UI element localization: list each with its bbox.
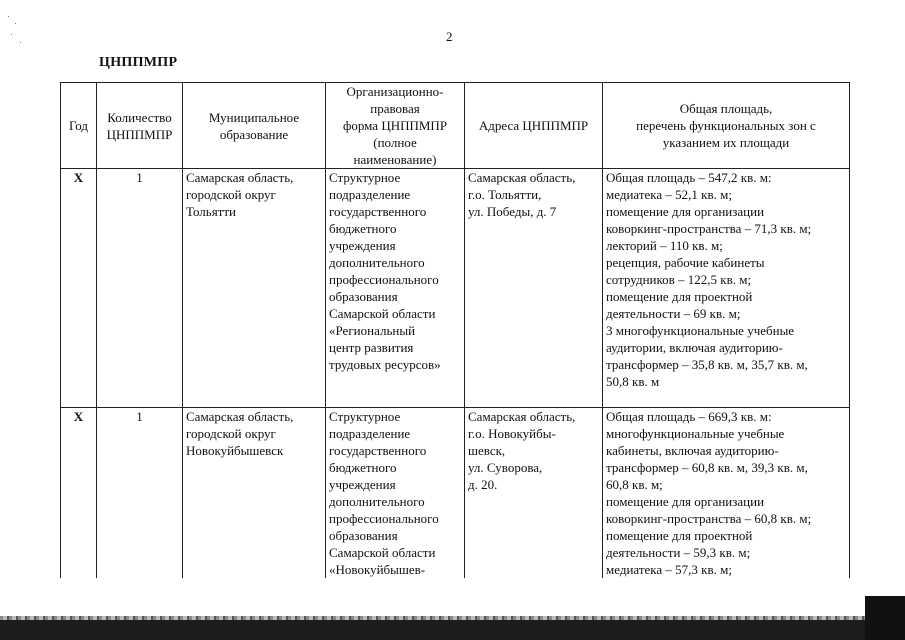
header-line: Общая площадь, (679, 101, 773, 116)
centers-table (60, 82, 850, 578)
header-line: правовая (370, 101, 420, 116)
cell-line: Самарская область, (468, 409, 576, 424)
cell-line: Самарская область, (468, 170, 576, 185)
cell-line: городской округ (186, 426, 276, 441)
cell-line: ул. Суворова, (468, 460, 543, 475)
cell-line: Самарской области (329, 545, 436, 560)
cell-line: г.о. Тольятти, (468, 187, 542, 202)
cell-line: помещение для организации (606, 494, 765, 509)
cell-line: центр развития (329, 340, 414, 355)
cell-line: Структурное (329, 409, 401, 424)
cell-line: Общая площадь – 669,3 кв. м: (606, 409, 772, 424)
cell-org-form (326, 169, 465, 408)
cell-zones (603, 169, 850, 408)
header-line: Количество (107, 109, 172, 125)
cell-line: «Новокуйбышев- (329, 562, 426, 577)
cell-line: аудитории, включая аудиторию- (606, 340, 783, 355)
header-municipality (183, 83, 326, 169)
cell-line: деятельности – 69 кв. м; (606, 306, 741, 321)
cell-line: медиатека – 57,3 кв. м; (606, 562, 732, 577)
header-line: Адреса ЦНППМПР (478, 118, 589, 133)
cell-line: помещение для проектной (606, 289, 753, 304)
cell-line: бюджетного (329, 221, 397, 236)
cell-line: ул. Победы, д. 7 (468, 204, 557, 219)
cell-line: дополнительного (329, 255, 425, 270)
cell-line: городской округ (186, 187, 276, 202)
cell-line: г.о. Новокуйбы- (468, 426, 556, 441)
cell-line: помещение для организации (606, 204, 765, 219)
cell-line: 50,8 кв. м (606, 374, 660, 389)
cell-line: учреждения (329, 477, 396, 492)
cell-line: Тольятти (186, 204, 237, 219)
cell-line: 60,8 кв. м; (606, 477, 663, 492)
cell-line: государственного (329, 204, 427, 219)
cell-line: Самарская область, (186, 170, 294, 185)
cell-line: трансформер – 35,8 кв. м, 35,7 кв. м, (606, 357, 808, 372)
cell-line: трудовых ресурсов» (329, 357, 441, 372)
scan-corner-shadow (865, 596, 905, 640)
header-line: Организационно- (346, 84, 444, 99)
cell-address (465, 169, 603, 408)
header-org-form (326, 83, 465, 169)
scan-bottom-band (0, 620, 905, 640)
cell-line: деятельности – 59,3 кв. м; (606, 545, 751, 560)
table-row (61, 408, 850, 579)
cell-line: государственного (329, 443, 427, 458)
cell-line: сотрудников – 122,5 кв. м; (606, 272, 752, 287)
cell-line: медиатека – 52,1 кв. м; (606, 187, 732, 202)
table-row (61, 169, 850, 408)
cell-year: Х (61, 169, 97, 408)
table-header-row (61, 83, 850, 169)
cell-line: 3 многофункциональные учебные (606, 323, 795, 338)
header-line: образование (219, 126, 289, 142)
document-title: ЦНППМПР (99, 55, 178, 70)
cell-count: 1 (97, 169, 183, 408)
cell-line: бюджетного (329, 460, 397, 475)
cell-line: подразделение (329, 426, 411, 441)
cell-line: Самарская область, (186, 409, 294, 424)
cell-year: Х (61, 408, 97, 579)
cell-count: 1 (97, 408, 183, 579)
cell-line: кабинеты, включая аудиторию- (606, 443, 779, 458)
cell-line: Новокуйбышевск (186, 443, 284, 458)
cell-line: рецепция, рабочие кабинеты (606, 255, 765, 270)
scan-specks (6, 12, 26, 52)
header-year (61, 83, 97, 169)
header-line: ЦНППМПР (106, 126, 173, 142)
header-count (97, 83, 183, 169)
cell-org-form (326, 408, 465, 579)
header-line: Год (68, 118, 89, 133)
cell-zones (603, 408, 850, 579)
header-address (465, 83, 603, 169)
header-line: перечень функциональных зон с (636, 118, 816, 133)
cell-line: коворкинг-пространства – 60,8 кв. м; (606, 511, 812, 526)
header-line: (полное (373, 135, 417, 150)
cell-line: «Региональный (329, 323, 416, 338)
cell-line: образования (329, 528, 398, 543)
cell-line: подразделение (329, 187, 411, 202)
cell-line: трансформер – 60,8 кв. м, 39,3 кв. м, (606, 460, 808, 475)
header-line: Муниципальное (208, 109, 300, 125)
cell-line: д. 20. (468, 477, 498, 492)
page-number: 2 (446, 29, 453, 44)
cell-line: помещение для проектной (606, 528, 753, 543)
cell-line: образования (329, 289, 398, 304)
cell-line: учреждения (329, 238, 396, 253)
cell-line: шевск, (468, 443, 506, 458)
cell-line: Структурное (329, 170, 401, 185)
cell-line: профессионального (329, 272, 439, 287)
header-line: наименование) (353, 152, 437, 167)
cell-municipality (183, 408, 326, 579)
header-line: указанием их площади (662, 135, 790, 150)
header-zones (603, 83, 850, 169)
cell-line: многофункциональные учебные (606, 426, 785, 441)
cell-line: коворкинг-пространства – 71,3 кв. м; (606, 221, 812, 236)
cell-line: профессионального (329, 511, 439, 526)
cell-line: Самарской области (329, 306, 436, 321)
header-line: форма ЦНППМПР (342, 118, 448, 133)
cell-line: дополнительного (329, 494, 425, 509)
cell-municipality (183, 169, 326, 408)
cell-line: Общая площадь – 547,2 кв. м: (606, 170, 772, 185)
cell-address (465, 408, 603, 579)
cell-line: лекторий – 110 кв. м; (606, 238, 723, 253)
